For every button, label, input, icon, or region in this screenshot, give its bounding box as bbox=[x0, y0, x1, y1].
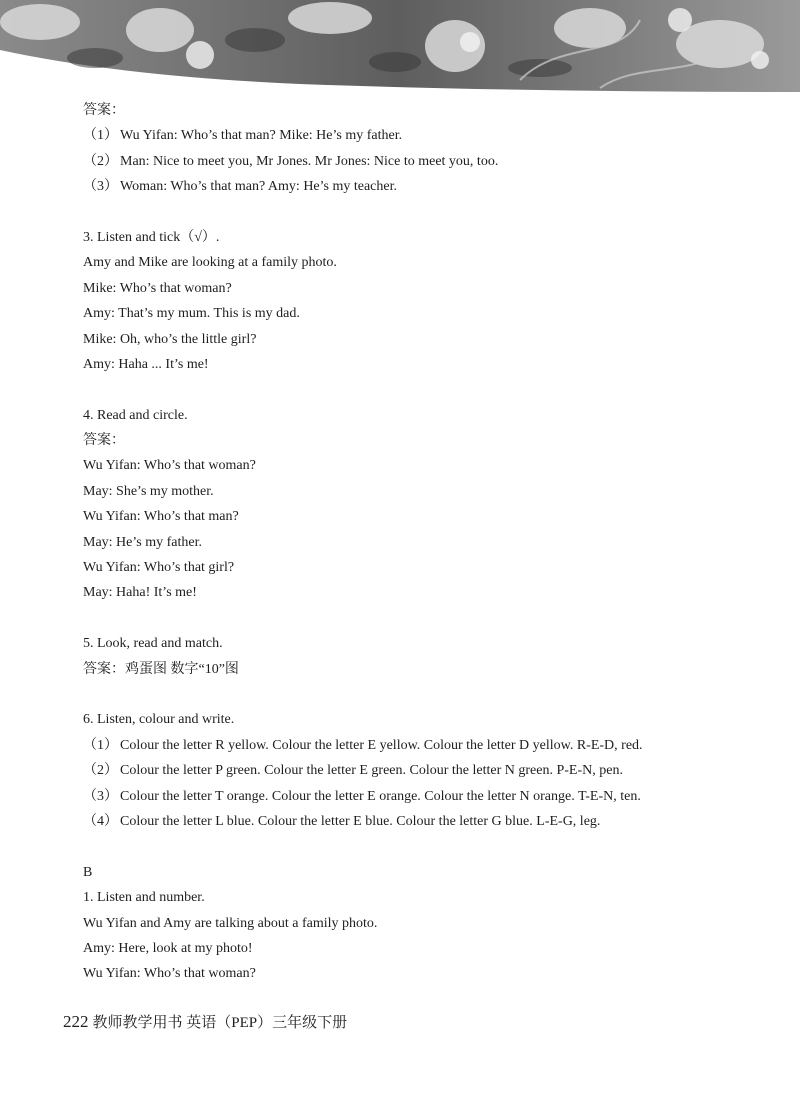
section-heading: 3. Listen and tick（√）. bbox=[83, 229, 220, 245]
dialogue-line: May: He’s my father. bbox=[83, 534, 202, 550]
part-b-section bbox=[83, 860, 773, 987]
section-heading: 1. Listen and number. bbox=[83, 890, 205, 906]
text-line: Wu Yifan and Amy are talking about a family photo. bbox=[83, 915, 378, 931]
dialogue-line: May: She’s my mother. bbox=[83, 483, 214, 499]
answer-label: 答案： bbox=[83, 433, 125, 449]
answer-section bbox=[83, 98, 773, 200]
numbered-line-4: （4） Colour the letter L blue. Colour the letter E blue. Colour the letter G blue. L-E-G, leg. bbox=[83, 813, 601, 829]
dialogue-line: Mike: Oh, who’s the little girl? bbox=[83, 331, 257, 347]
listen-colour-write-section bbox=[83, 707, 773, 834]
dialogue-line: Wu Yifan: Who’s that man? bbox=[83, 509, 239, 525]
page-number: 222 bbox=[63, 1012, 89, 1031]
answer-label: 答案： bbox=[83, 103, 125, 118]
book-title: 教师教学用书 英语（PEP）三年级下册 bbox=[92, 1015, 348, 1031]
part-label: B bbox=[83, 864, 93, 880]
answer-line: 答案：鸡蛋图 数字“10”图 bbox=[83, 661, 239, 677]
page-content bbox=[83, 98, 773, 987]
dialogue-line: Amy: That’s my mum. This is my dad. bbox=[83, 306, 300, 322]
look-read-match-section bbox=[83, 631, 773, 682]
floral-header-banner bbox=[0, 0, 800, 92]
section-heading: 6. Listen, colour and write. bbox=[83, 712, 235, 728]
page-footer bbox=[63, 1011, 347, 1032]
dialogue-line: Mike: Who’s that woman? bbox=[83, 280, 232, 296]
dialogue-line: Wu Yifan: Who’s that girl? bbox=[83, 560, 235, 576]
numbered-line-1: （1） Colour the letter R yellow. Colour the letter E yellow. Colour the letter D yellow. R-E-D, red. bbox=[83, 737, 643, 753]
numbered-line-2: （2） Colour the letter P green. Colour the letter E green. Colour the letter N green. P-E-N, pen. bbox=[83, 763, 623, 779]
dialogue-line: Amy: Here, look at my photo! bbox=[83, 940, 253, 956]
section-heading: 5. Look, read and match. bbox=[83, 636, 223, 652]
numbered-line-3: （3） Colour the letter T orange. Colour the letter E orange. Colour the letter N orange. T-E-N, ten. bbox=[83, 788, 641, 804]
dialogue-line: Wu Yifan: Who’s that woman? bbox=[83, 966, 256, 982]
dialogue-line: May: Haha! It’s me! bbox=[83, 585, 197, 601]
dialogue-line: Wu Yifan: Who’s that woman? bbox=[83, 458, 256, 474]
dialogue-line: Amy: Haha ... It’s me! bbox=[83, 356, 209, 372]
read-circle-section bbox=[83, 403, 773, 606]
section-heading: 4. Read and circle. bbox=[83, 407, 188, 423]
answer-line-3: （3） Woman: Who’s that man? Amy: He’s my teacher. bbox=[83, 179, 397, 195]
answer-line-2: （2） Man: Nice to meet you, Mr Jones. Mr Jones: Nice to meet you, too. bbox=[83, 153, 499, 169]
text-line: Amy and Mike are looking at a family photo. bbox=[83, 255, 337, 271]
listen-tick-section bbox=[83, 225, 773, 377]
answer-line-1: （1） Wu Yifan: Who’s that man? Mike: He’s my father. bbox=[83, 128, 403, 144]
